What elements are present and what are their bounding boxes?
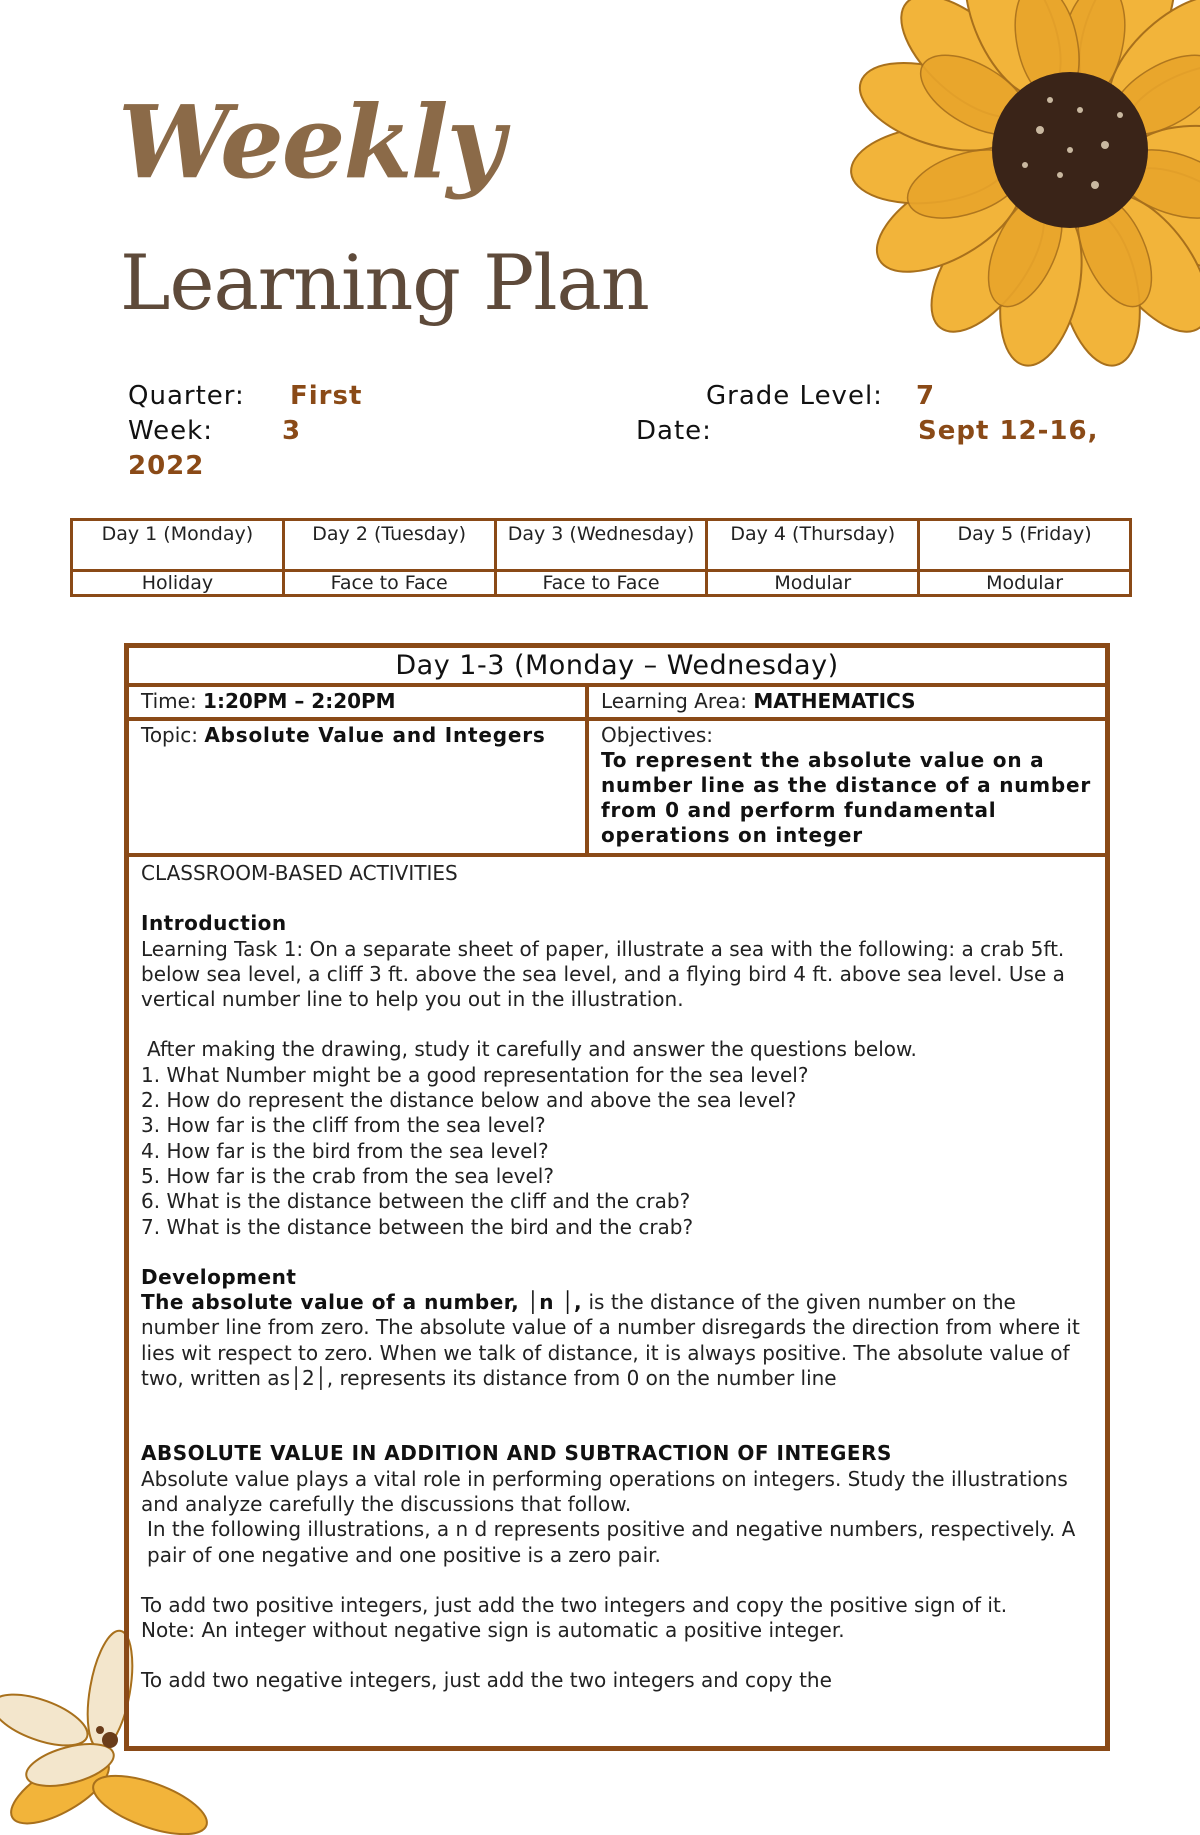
topic-label: Topic: — [141, 723, 199, 747]
time-value: 1:20PM – 2:20PM — [203, 689, 396, 713]
schedule-day: Day 4 (Thursday) — [707, 520, 919, 571]
title-main: Learning Plan — [120, 238, 649, 327]
date-value-line2: 2022 — [128, 451, 205, 481]
title-script: Weekly — [118, 83, 503, 201]
objectives-cell — [589, 721, 1105, 853]
schedule-mode: Face to Face — [495, 571, 707, 596]
quarter-value: First — [290, 381, 363, 411]
activities-heading: CLASSROOM-BASED ACTIVITIES — [141, 861, 458, 885]
intro-after: After making the drawing, study it carefully and answer the questions below. — [147, 1037, 917, 1062]
activities-body — [129, 857, 1105, 1694]
grade-label: Grade Level: — [706, 381, 883, 411]
quarter-label: Quarter: — [128, 381, 245, 411]
time-area-row — [129, 687, 1105, 721]
add-positive-text: To add two positive integers, just add the two integers and copy the positive sign of it. — [141, 1592, 1008, 1617]
plan-heading: Day 1-3 (Monday – Wednesday) — [129, 648, 1105, 687]
schedule-table — [70, 518, 1132, 597]
date-label: Date: — [636, 416, 712, 446]
question-item: 3. How far is the cliff from the sea level? — [141, 1113, 546, 1138]
schedule-day: Day 5 (Friday) — [919, 520, 1131, 571]
schedule-mode: Modular — [919, 571, 1131, 596]
question-item: 5. How far is the crab from the sea level? — [141, 1163, 554, 1188]
question-item: 2. How do represent the distance below and above the sea level? — [141, 1088, 797, 1113]
absolute-value-p1: Absolute value plays a vital role in performing operations on integers. Study the illustrations and analyze carefully the discussions that follow. — [141, 1466, 1068, 1516]
week-value: 3 — [282, 416, 302, 446]
topic-cell — [129, 721, 589, 853]
objectives-value: To represent the absolute value on a number line as the distance of a number from 0 and perform fundamental operations on integer — [601, 748, 1092, 847]
area-cell — [589, 687, 1105, 717]
objectives-label: Objectives: — [601, 723, 713, 747]
schedule-day: Day 2 (Tuesday) — [283, 520, 495, 571]
grade-value: 7 — [916, 381, 936, 411]
schedule-mode: Modular — [707, 571, 919, 596]
question-item: 4. How far is the bird from the sea level? — [141, 1138, 549, 1163]
question-item: 6. What is the distance between the cliff and the crab? — [141, 1189, 691, 1214]
development-bold: The absolute value of a number, │n │, — [141, 1290, 583, 1315]
time-cell — [129, 687, 589, 717]
schedule-mode: Face to Face — [283, 571, 495, 596]
question-item: 7. What is the distance between the bird and the crab? — [141, 1214, 694, 1239]
week-label: Week: — [128, 416, 213, 446]
area-value: MATHEMATICS — [753, 689, 916, 713]
schedule-day: Day 3 (Wednesday) — [495, 520, 707, 571]
development-text — [141, 1290, 1093, 1391]
note-text: Note: An integer without negative sign is automatic a positive integer. — [141, 1618, 845, 1643]
lesson-plan-box — [124, 643, 1110, 1751]
time-label: Time: — [141, 689, 197, 713]
sunflower-illustration — [770, 0, 1200, 420]
date-value-line1: Sept 12-16, — [918, 416, 1099, 446]
topic-value: Absolute Value and Integers — [204, 723, 546, 747]
area-label: Learning Area: — [601, 689, 747, 713]
schedule-mode: Holiday — [72, 571, 284, 596]
sunflower-petals — [847, 0, 1200, 373]
intro-task: Learning Task 1: On a separate sheet of paper, illustrate a sea with the following: a crab 5ft. below sea level, a cliff 3 ft. above the sea level, and a flying bird 4 ft. above sea level. Use a vertical number line to help you out in the illustration. — [141, 936, 1065, 1012]
schedule-modes-row — [72, 571, 1131, 596]
question-item: 1. What Number might be a good representation for the sea level? — [141, 1062, 809, 1087]
topic-objectives-row — [129, 721, 1105, 857]
development-rest: is the distance of the given number on the number line from zero. The absolute value of a number disregards the direction from where it lies wit respect to zero. When we talk of distance, it is always positive. The absolute value of two, written as│2│, represents its distance from 0 on the number line — [141, 1290, 1080, 1391]
schedule-day: Day 1 (Monday) — [72, 520, 284, 571]
absolute-value-p2: In the following illustrations, a n d represents positive and negative numbers, respectively. A pair of one negative and one positive is a zero pair. — [147, 1517, 1076, 1567]
intro-heading: Introduction — [141, 911, 287, 936]
add-negative-text: To add two negative integers, just add the two integers and copy the — [141, 1668, 832, 1693]
development-heading: Development — [141, 1264, 297, 1289]
absolute-value-heading: ABSOLUTE VALUE IN ADDITION AND SUBTRACTION OF INTEGERS — [141, 1441, 892, 1466]
schedule-days-row — [72, 520, 1131, 571]
